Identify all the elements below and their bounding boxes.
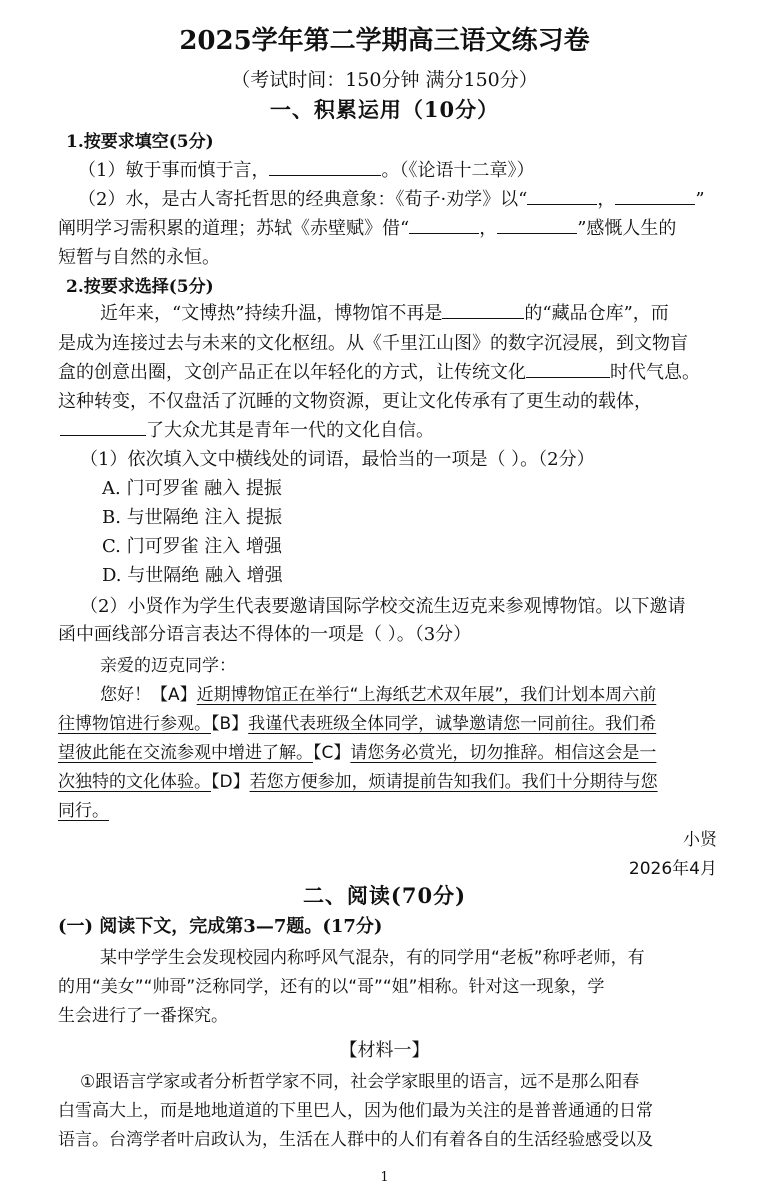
- sub-question-2-line-2: 函中画线部分语言表达不得体的一项是（ ）。（3分）: [58, 624, 472, 645]
- question-1-heading: 1.按要求填空(5分): [66, 132, 214, 152]
- answer-blank[interactable]: [497, 215, 577, 234]
- answer-blank[interactable]: [269, 157, 381, 176]
- passage-text: 盒的创意出圈，文创产品正在以年轻化的方式，让传统文化: [58, 362, 526, 383]
- answer-blank[interactable]: [442, 300, 524, 319]
- answer-blank[interactable]: [409, 215, 479, 234]
- question-2-heading: 2.按要求选择(5分): [66, 277, 214, 297]
- section-1-title: 一、积累运用（10分）: [269, 97, 500, 122]
- passage-line-5: [60, 417, 434, 445]
- section-2-title: 二、阅读(70分): [302, 883, 467, 908]
- reading-intro-line-1: 某中学学生会发现校园内称呼风气混杂，有的同学用“老板”称呼老师，有: [100, 948, 645, 968]
- passage-line-3: [58, 359, 700, 387]
- passage-text: 时代气息。: [610, 362, 700, 383]
- q1-item2-quote-end: ”: [695, 189, 705, 210]
- passage-line-4: 这种转变，不仅盘活了沉睡的文物资源，更让文化传承有了更生动的载体，: [58, 391, 652, 412]
- letter-underlined-d: 若您方便参加，烦请提前告知我们。我们十分期待与您: [249, 772, 658, 792]
- q1-item1-prefix: （1）敏于事而慎于言，: [78, 160, 270, 181]
- option-b[interactable]: B. 与世隔绝 注入 提振: [102, 507, 283, 528]
- letter-line-5: [58, 797, 109, 825]
- exam-subtitle: （考试时间：150分钟 满分150分）: [231, 69, 538, 91]
- letter-underlined-d: 同行。: [58, 801, 109, 821]
- letter-line-4: [58, 768, 658, 796]
- letter-label-a: 您好！【A】: [100, 685, 197, 705]
- page-number: 1: [380, 1170, 389, 1185]
- letter-label-b: 【B】: [211, 714, 249, 734]
- letter-date: 2026年4月: [628, 859, 717, 879]
- reading-intro-line-3: 生会进行了一番探究。: [58, 1006, 228, 1026]
- material-1-line-3: 语言。台湾学者叶启政认为，生活在人群中的人们有着各自的生活经验感受以及: [58, 1130, 653, 1150]
- answer-blank[interactable]: [527, 186, 597, 205]
- q1-item2-text-end: ”感慨人生的: [577, 218, 677, 239]
- letter-underlined-b: 望彼此能在交流参观中增进了解。: [58, 743, 313, 763]
- q1-item1-suffix: 。（《论语十二章》）: [381, 160, 535, 181]
- letter-line-3: [58, 739, 656, 767]
- material-1-title: 【材料一】: [339, 1040, 430, 1061]
- letter-greeting: 亲爱的迈克同学：: [100, 656, 236, 676]
- letter-label-d: 【D】: [211, 772, 250, 792]
- letter-underlined-c: 次独特的文化体验。: [58, 772, 211, 792]
- passage-line-2: 是成为连接过去与未来的文化枢纽。从《千里江山图》的数字沉浸展，到文物盲: [58, 333, 688, 354]
- answer-blank[interactable]: [526, 359, 610, 378]
- reading-intro-line-2: 的用“美女”“帅哥”泛称同学，还有的以“哥”“姐”相称。针对这一现象，学: [58, 977, 605, 997]
- option-a[interactable]: A. 门可罗雀 融入 提振: [102, 478, 282, 499]
- question-1-item-1: [78, 157, 534, 185]
- q1-item2-comma: ，: [597, 189, 616, 210]
- letter-line-1: [100, 681, 656, 709]
- letter-label-c: 【C】: [313, 743, 351, 763]
- answer-blank[interactable]: [60, 417, 146, 436]
- letter-underlined-b: 我谨代表班级全体同学，诚挚邀请您一同前往。我们希: [248, 714, 657, 734]
- question-1-item-2-line-2: [58, 215, 676, 243]
- question-1-item-2-line-1: [78, 186, 705, 214]
- option-c[interactable]: C. 门可罗雀 注入 增强: [102, 536, 283, 557]
- letter-underlined-a: 近期博物馆正在举行“上海纸艺术双年展”，我们计划本周六前: [196, 685, 657, 705]
- letter-line-2: [58, 710, 656, 738]
- letter-underlined-c: 请您务必赏光，切勿推辞。相信这会是一: [350, 743, 657, 763]
- material-1-line-2: 白雪高大上，而是地地道道的下里巴人，因为他们最为关注的是普普通通的日常: [58, 1101, 653, 1121]
- passage-line-1: [100, 300, 669, 328]
- passage-text: 了大众尤其是青年一代的文化自信。: [146, 420, 434, 441]
- sub-question-2-line-1: （2）小贤作为学生代表要邀请国际学校交流生迈克来参观博物馆。以下邀请: [80, 596, 686, 617]
- reading-part-1-heading: (一) 阅读下文，完成第3—7题。(17分): [58, 916, 383, 937]
- letter-signature: 小贤: [683, 830, 717, 850]
- option-d[interactable]: D. 与世隔绝 融入 增强: [102, 565, 283, 586]
- sub-question-1-stem: （1）依次填入文中横线处的词语，最恰当的一项是（ ）。（2分）: [80, 449, 595, 470]
- passage-text: 近年来，“文博热”持续升温，博物馆不再是: [100, 303, 443, 324]
- q1-item2-comma: ，: [479, 218, 498, 239]
- passage-text: 的“藏品仓库”，而: [524, 303, 669, 324]
- material-1-line-1: ①跟语言学家或者分析哲学家不同，社会学家眼里的语言，远不是那么阳春: [80, 1072, 640, 1092]
- letter-underlined-a: 往博物馆进行参观。: [58, 714, 211, 734]
- exam-title: 2025学年第二学期高三语文练习卷: [179, 26, 590, 56]
- question-1-item-2-line-3: 短暂与自然的永恒。: [58, 247, 220, 268]
- q1-item2-text: （2）水，是古人寄托哲思的经典意象：《荀子·劝学》以“: [78, 189, 528, 210]
- answer-blank[interactable]: [615, 186, 695, 205]
- q1-item2-text: 阐明学习需积累的道理；苏轼《赤壁赋》借“: [58, 218, 410, 239]
